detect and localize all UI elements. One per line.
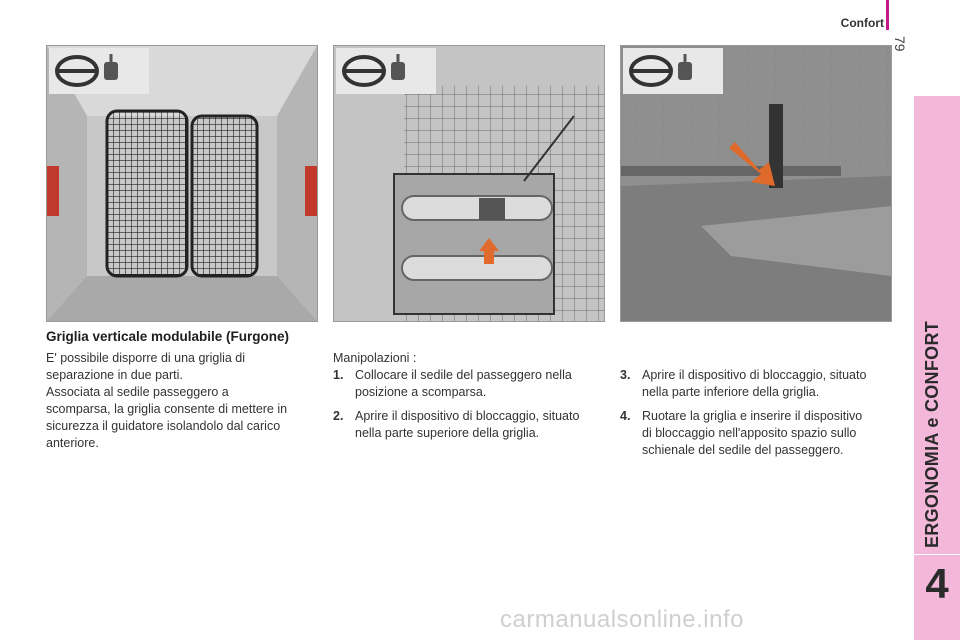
figure-van-grille xyxy=(46,45,318,322)
step-line: Ruotare la griglia e inserire il dispositivo xyxy=(642,409,863,423)
header-accent-bar xyxy=(886,0,889,30)
manipulation-heading: Manipolazioni : xyxy=(333,351,417,365)
step-number: 2. xyxy=(333,409,344,423)
step-item xyxy=(620,367,900,401)
step-line: posizione a scomparsa. xyxy=(355,385,487,399)
figure-upper-lock xyxy=(333,45,605,322)
step-item xyxy=(620,408,900,459)
step-number: 4. xyxy=(620,409,631,423)
step-item xyxy=(333,408,608,442)
steps-list-a xyxy=(333,367,608,449)
step-line: Aprire il dispositivo di bloccaggio, situato xyxy=(355,409,580,423)
chapter-title: ERGONOMIA e CONFORT xyxy=(922,320,942,548)
section-header: Confort xyxy=(840,16,884,30)
intro-line: anteriore. xyxy=(46,436,99,450)
steps-list-b xyxy=(620,367,900,466)
step-item xyxy=(333,367,608,401)
intro-line: sicurezza il guidatore isolandolo dal carico xyxy=(46,419,281,433)
intro-paragraph xyxy=(46,350,316,452)
step-line: Collocare il sedile del passeggero nella xyxy=(355,368,572,382)
figure-lower-lock xyxy=(620,45,892,322)
steering-wheel-seat-icon xyxy=(623,48,723,94)
step-line: schienale del sedile del passeggero. xyxy=(642,443,844,457)
intro-line: separazione in due parti. xyxy=(46,368,183,382)
intro-line: scomparsa, la griglia consente di mettere in xyxy=(46,402,288,416)
step-line: nella parte inferiore della griglia. xyxy=(642,385,820,399)
step-line: Aprire il dispositivo di bloccaggio, situato xyxy=(642,368,867,382)
steering-wheel-seat-icon xyxy=(49,48,149,94)
step-number: 1. xyxy=(333,368,344,382)
chapter-number: 4 xyxy=(925,560,949,607)
watermark: carmanualsonline.info xyxy=(500,606,744,633)
step-number: 3. xyxy=(620,368,631,382)
step-line: di bloccaggio nell'apposito spazio sullo xyxy=(642,426,857,440)
step-line: nella parte superiore della griglia. xyxy=(355,426,540,440)
intro-line: E' possibile disporre di una griglia di xyxy=(46,351,246,365)
intro-line: Associata al sedile passeggero a xyxy=(46,385,229,399)
page-number: 79 xyxy=(892,36,908,52)
section-title: Griglia verticale modulabile (Furgone) xyxy=(46,329,290,344)
steering-wheel-seat-icon xyxy=(336,48,436,94)
